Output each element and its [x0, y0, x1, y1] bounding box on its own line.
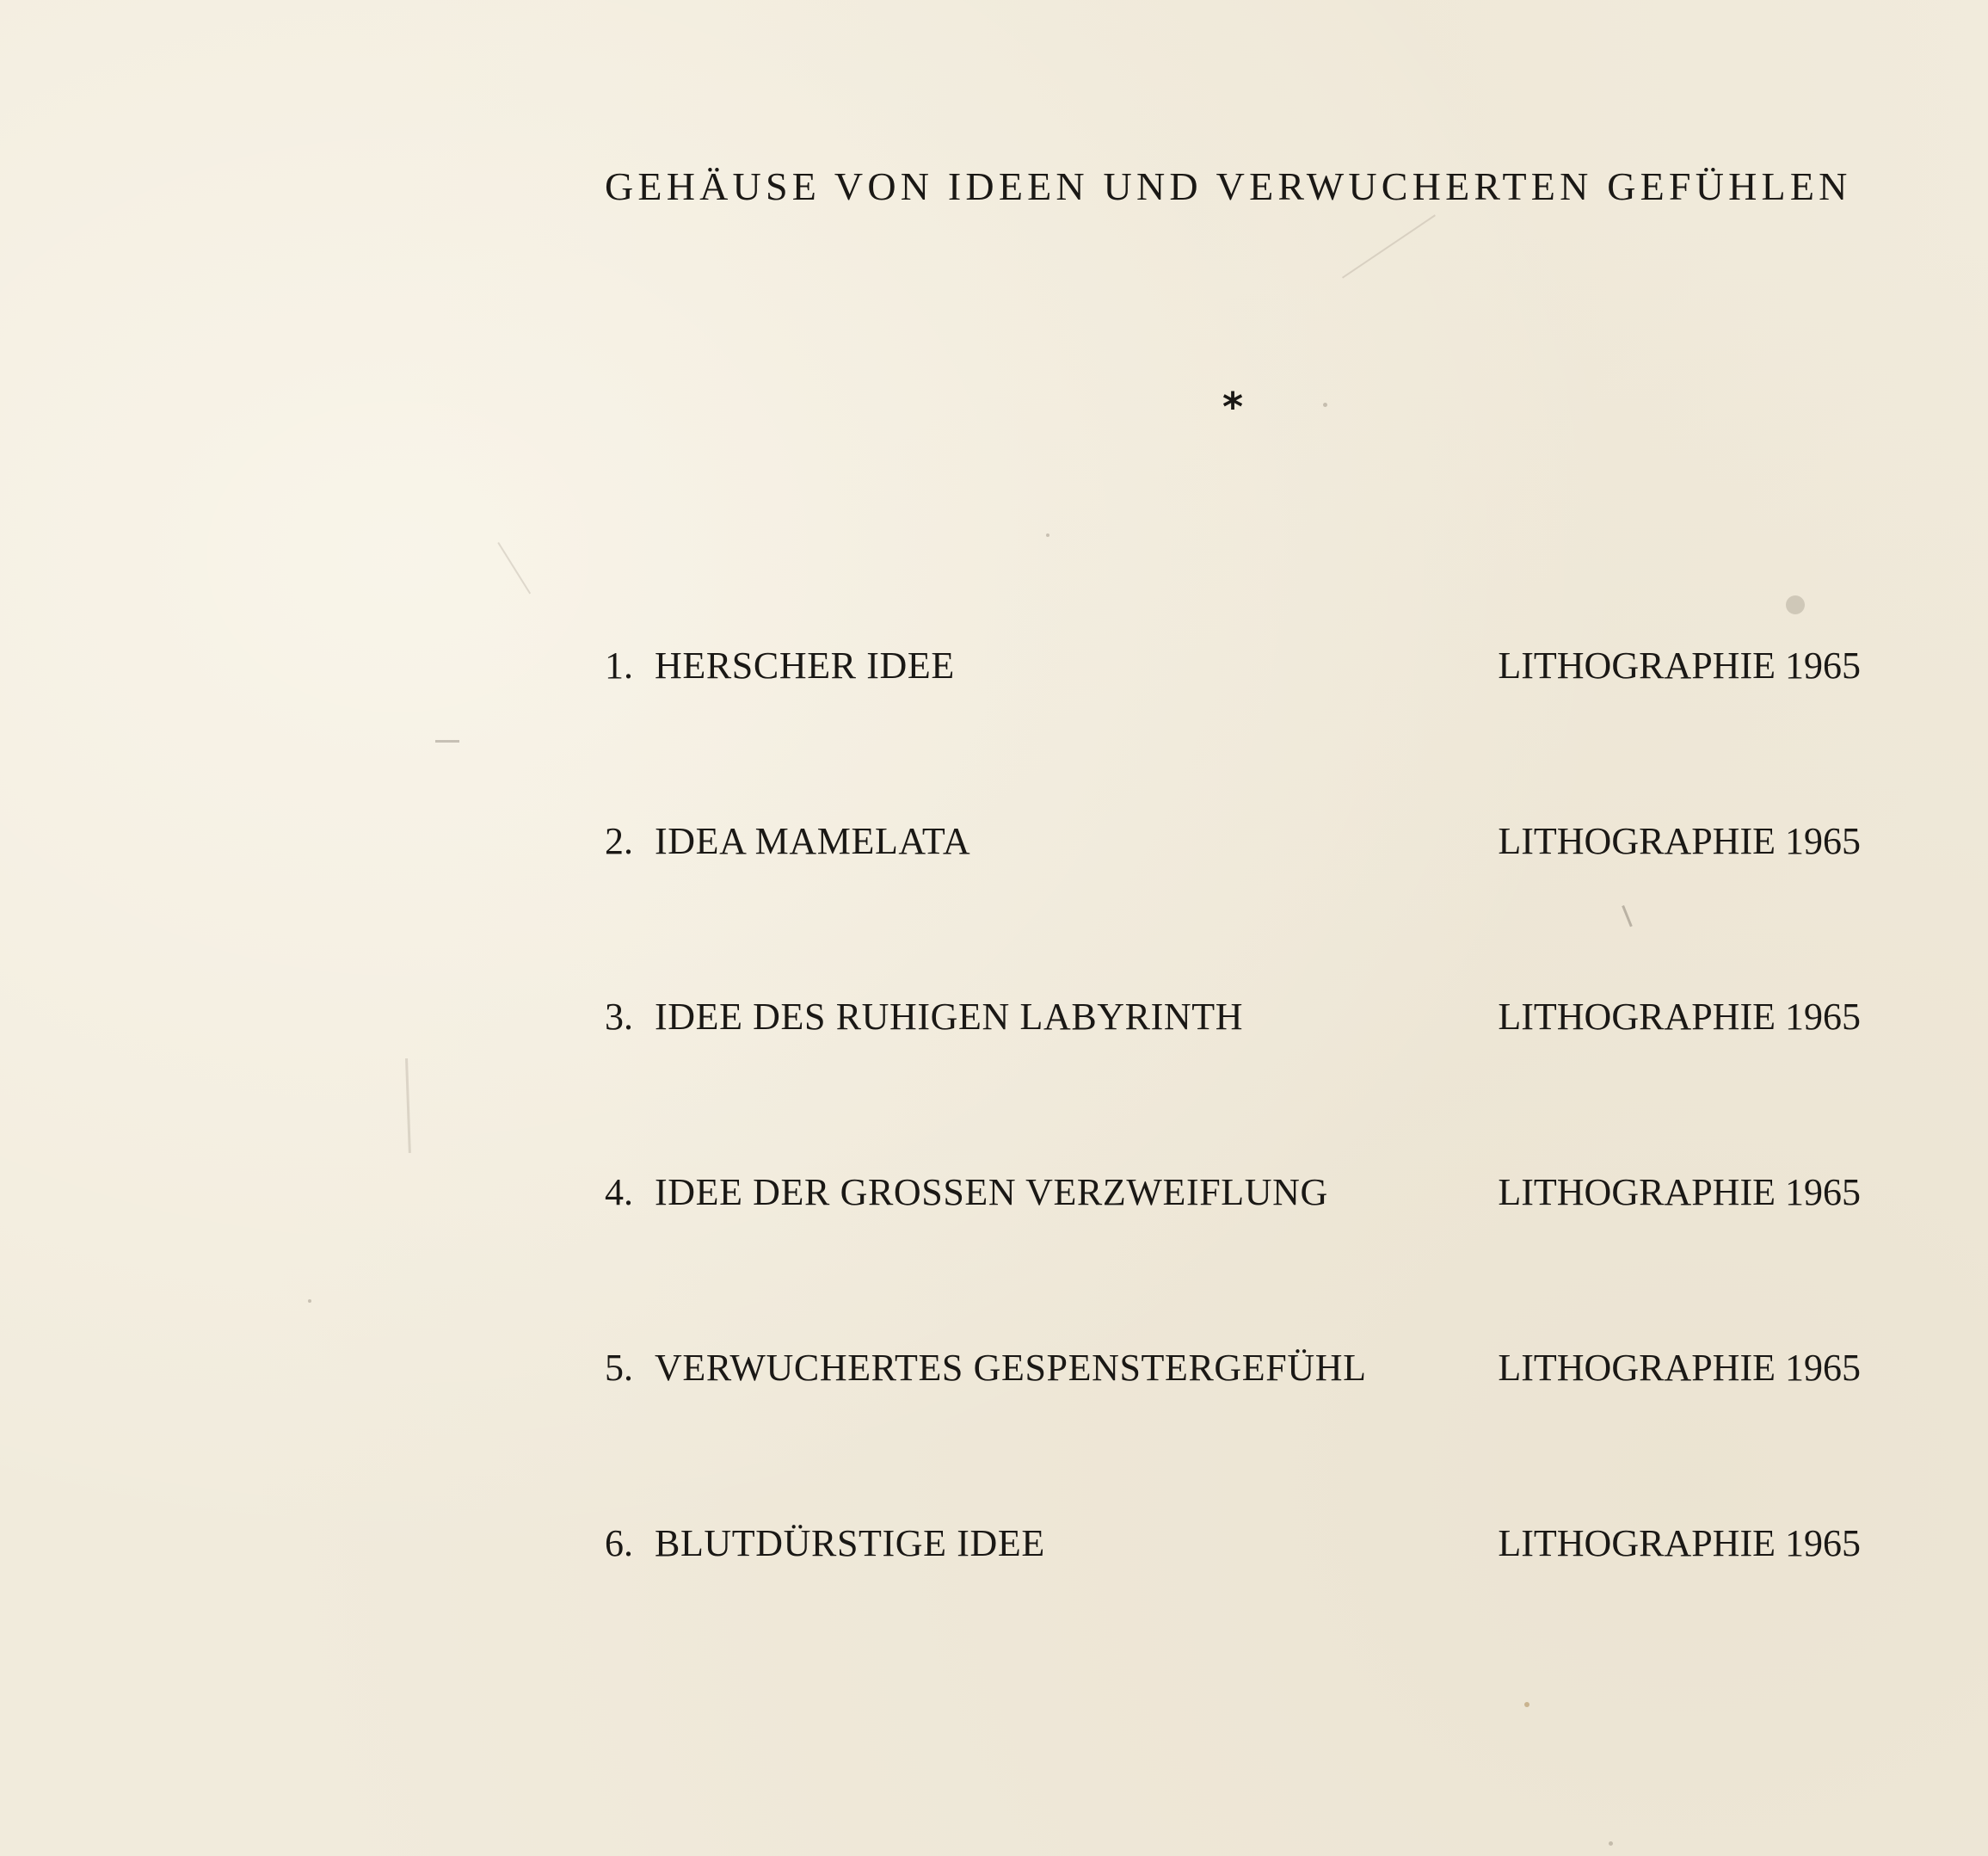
item-title: VERWUCHERTES GESPENSTERGEFÜHL: [655, 1347, 1367, 1389]
item-title: IDEE DES RUHIGEN LABYRINTH: [655, 996, 1244, 1038]
paper-crease: [1342, 214, 1436, 278]
item-number: 1.: [605, 644, 633, 687]
paper-speck: [1609, 1841, 1613, 1846]
lithograph-list: [605, 644, 1861, 1697]
item-number: 6.: [605, 1522, 633, 1564]
list-item: [605, 1346, 1861, 1521]
item-medium: LITHOGRAPHIE 1965: [1498, 996, 1861, 1038]
item-medium: LITHOGRAPHIE 1965: [1498, 820, 1861, 862]
item-title: HERSCHER IDEE: [655, 644, 955, 687]
paper-speck: [1524, 1702, 1529, 1707]
paper-speck: [1786, 595, 1805, 614]
paper-speck: [1046, 533, 1049, 537]
paper-crease: [435, 740, 459, 743]
item-number: 5.: [605, 1347, 633, 1389]
item-medium: LITHOGRAPHIE 1965: [1498, 644, 1861, 687]
item-number: 4.: [605, 1171, 633, 1213]
item-medium: LITHOGRAPHIE 1965: [1498, 1347, 1861, 1389]
separator-asterisk: *: [1222, 384, 1244, 430]
paper-speck: [308, 1299, 311, 1303]
document-title: GEHÄUSE VON IDEEN UND VERWUCHERTEN GEFÜHLEN: [605, 164, 1852, 208]
list-item: [605, 995, 1861, 1170]
list-item: [605, 1170, 1861, 1346]
item-title: IDEE DER GROSSEN VERZWEIFLUNG: [655, 1171, 1328, 1213]
item-medium: LITHOGRAPHIE 1965: [1498, 1522, 1861, 1564]
paper-speck: [1323, 403, 1327, 407]
paper-crease: [497, 542, 531, 594]
list-item: [605, 644, 1861, 819]
paper-crease: [405, 1058, 411, 1153]
list-item: [605, 1521, 1861, 1697]
item-medium: LITHOGRAPHIE 1965: [1498, 1171, 1861, 1213]
list-item: [605, 819, 1861, 995]
item-number: 2.: [605, 820, 633, 862]
item-title: IDEA MAMELATA: [655, 820, 971, 862]
item-title: BLUTDÜRSTIGE IDEE: [655, 1522, 1045, 1564]
item-number: 3.: [605, 996, 633, 1038]
